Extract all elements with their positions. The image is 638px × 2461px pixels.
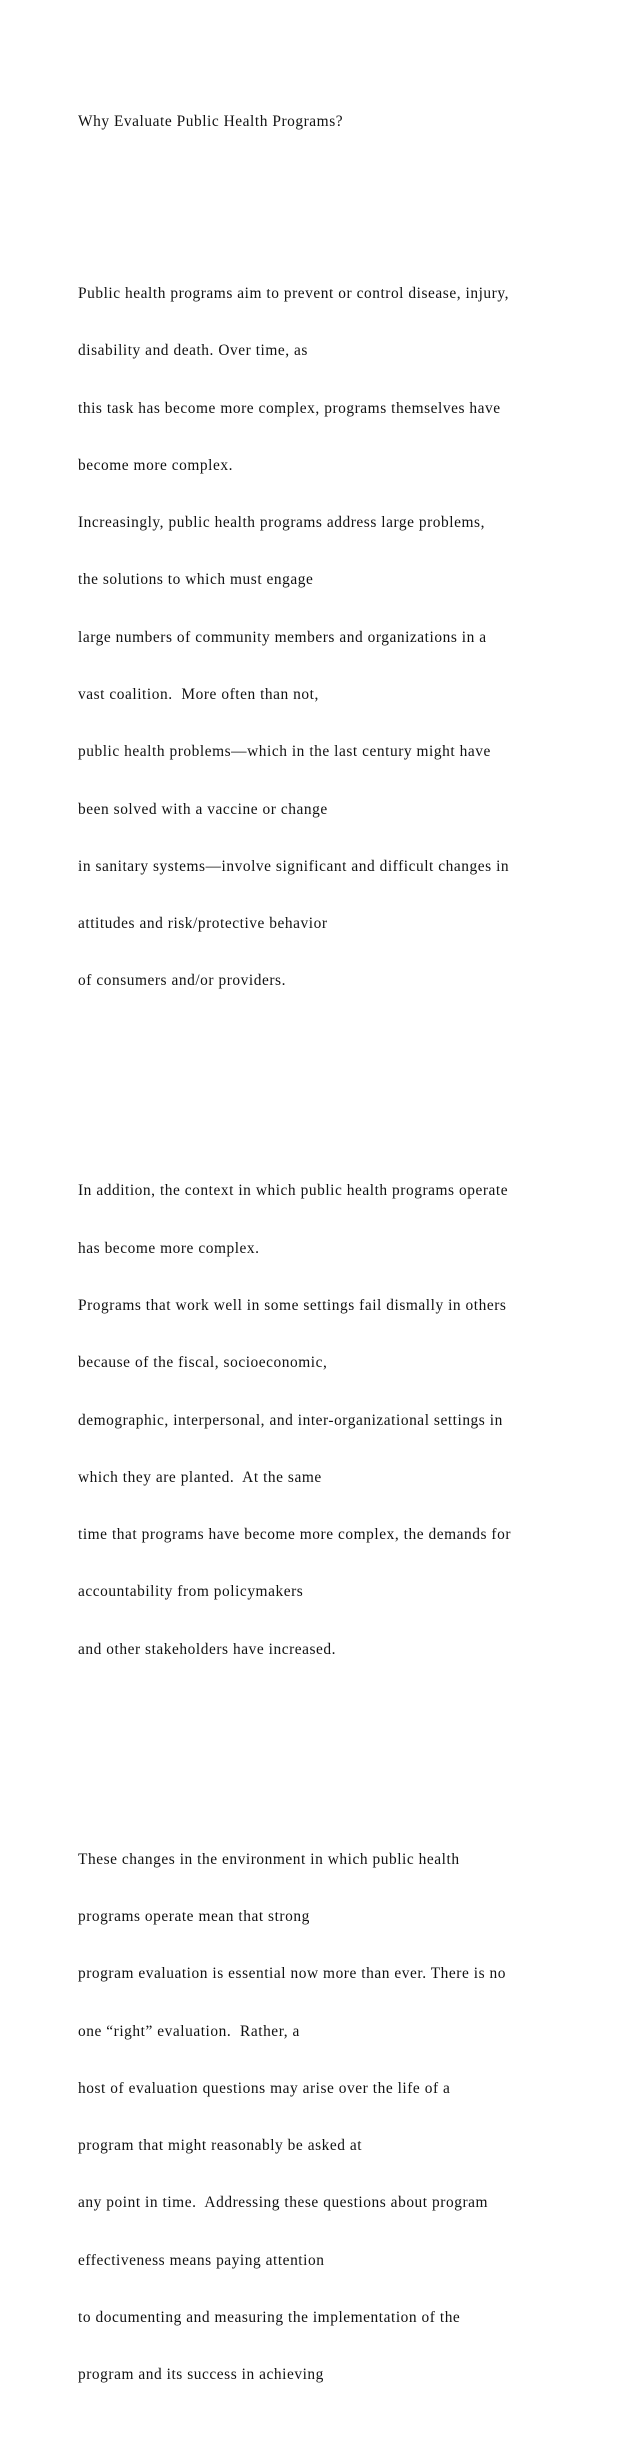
- text-line: the solutions to which must engage: [78, 571, 314, 589]
- text-line: accountability from policymakers: [78, 1583, 304, 1601]
- text-line: has become more complex.: [78, 1239, 260, 1257]
- text-line: been solved with a vaccine or change: [78, 800, 328, 818]
- text-line: vast coalition. More often than not,: [78, 686, 319, 703]
- text-line: time that programs have become more complex, the demands for: [78, 1526, 512, 1544]
- paragraph-3: [78, 1812, 618, 2423]
- paragraph-1: [78, 246, 618, 1029]
- paragraph-spacer: [78, 169, 618, 188]
- text-line: Increasingly, public health programs address large problems,: [78, 514, 485, 532]
- text-line: effectiveness means paying attention: [78, 2251, 325, 2269]
- text-line: large numbers of community members and organizations in a: [78, 628, 487, 646]
- paragraph-spacer: [78, 1735, 618, 1754]
- document-body: [78, 74, 618, 2461]
- text-line: host of evaluation questions may arise over the life of a: [78, 2079, 451, 2097]
- text-line: which they are planted. At the same: [78, 1468, 322, 1486]
- paragraph-2: [78, 1143, 618, 1697]
- document-title: Why Evaluate Public Health Programs?: [78, 113, 344, 131]
- text-line: disability and death. Over time, as: [78, 342, 308, 360]
- text-line: and other stakeholders have increased.: [78, 1640, 337, 1658]
- text-line: public health problems—which in the last century might have: [78, 743, 491, 761]
- text-line: Programs that work well in some settings fail dismally in others: [78, 1297, 507, 1314]
- text-line: program evaluation is essential now more than ever. There is no: [78, 1965, 506, 1983]
- text-line: any point in time. Addressing these questions about program: [78, 2194, 489, 2212]
- text-line: programs operate mean that strong: [78, 1908, 310, 1925]
- text-line: this task has become more complex, programs themselves have: [78, 399, 501, 417]
- text-line: attitudes and risk/protective behavior: [78, 915, 328, 933]
- text-line: Public health programs aim to prevent or control disease, injury,: [78, 285, 509, 303]
- paragraph-spacer: [78, 1067, 618, 1086]
- text-line: program and its success in achieving: [78, 2366, 324, 2384]
- text-line: In addition, the context in which public health programs operate: [78, 1182, 509, 1200]
- text-line: because of the fiscal, socioeconomic,: [78, 1354, 328, 1372]
- text-line: These changes in the environment in which public health: [78, 1850, 460, 1868]
- text-line: in sanitary systems—involve significant and difficult changes in: [78, 857, 510, 875]
- text-line: of consumers and/or providers.: [78, 972, 286, 990]
- text-line: demographic, interpersonal, and inter-organizational settings in: [78, 1411, 503, 1429]
- text-line: to documenting and measuring the implementation of the: [78, 2308, 461, 2326]
- text-line: one “right” evaluation. Rather, a: [78, 2022, 300, 2040]
- text-line: become more complex.: [78, 456, 234, 474]
- text-line: program that might reasonably be asked at: [78, 2137, 363, 2155]
